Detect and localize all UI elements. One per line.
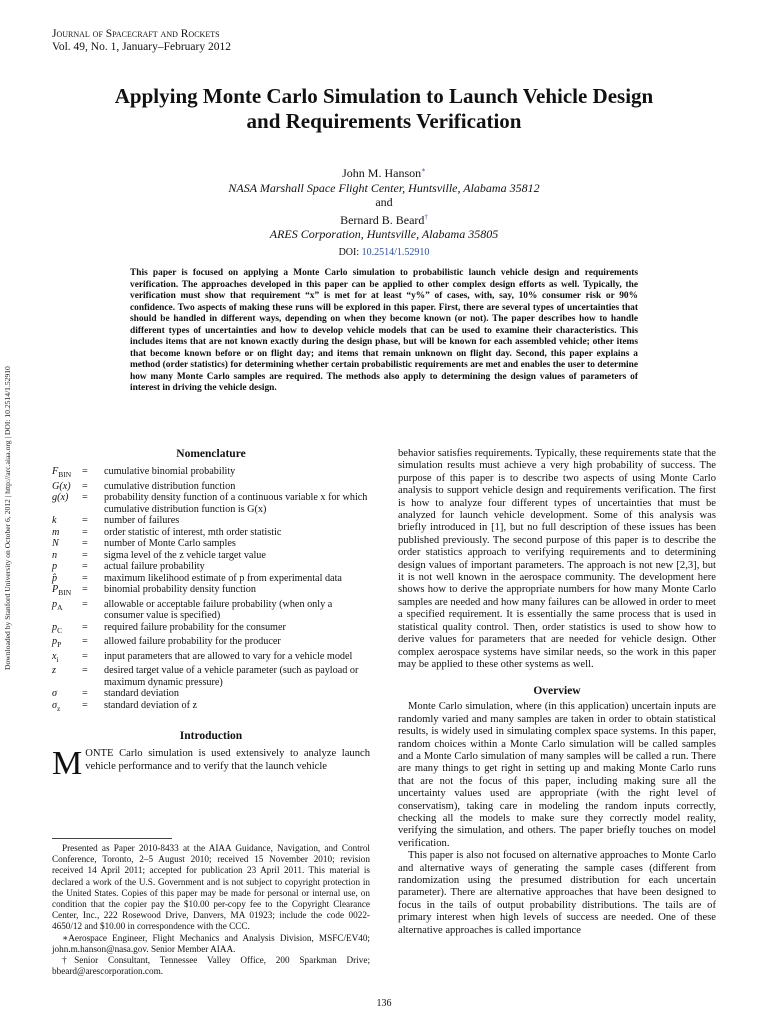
abstract: This paper is focused on applying a Monte Carlo simulation to probabilistic launch vehicle design and requirements verification. The approaches developed in this paper can be applied to other complex design efforts as well. Typically, the verification must show that requirement “x” is met for at least “y%” of cases, with, say, 10% consumer risk or 90% confidence. Two aspects of making these runs will be explored in this paper. First, there are several types of uncertainties that should be handled in different ways, depending on when they become known (or not). The paper describes how to handle different types of uncertainties and how to develop vehicle models that can be used to examine their characteristics. This includes items that are not known exactly during the design phase, but will be known for each assembled vehicle; other items that become known before or on flight day; and items that remain unknown on flight day. Second, this paper explains a method (order statistics) for determining whether certain probabilistic requirements are met and enables the user to determine how many Monte Carlo samples are required. The methods also apply to determining the design values of parameters of interest in driving the vehicle design. — [130, 268, 638, 393]
nomenclature-definition: order statistic of interest, mth order statistic — [104, 526, 282, 538]
author-2-name: Bernard B. Beard — [340, 212, 425, 227]
nomenclature-symbol: p̂ — [52, 572, 58, 584]
nomenclature-symbol: σ — [52, 688, 58, 700]
nomenclature-definition: allowed failure probability for the producer — [104, 636, 281, 648]
nomenclature-symbol: $p_A$ — [52, 598, 63, 612]
nomenclature-definition: number of Monte Carlo samples — [104, 538, 236, 550]
nomenclature-equals: = — [82, 584, 88, 596]
overview-paragraph-1: Monte Carlo simulation, where (in this application) uncertain inputs are randomly varied and many samples are taken in order to obtain statistical results, is widely used in simulating complex space systems. In this paper, random choices within a Monte Carlo simulation will be called samples and a Monte Carlo simulation of many samples will be called a run. There are many things to get right in setting up and making Monte Carlo runs that are not the focus of this paper, including making sure all the uncertainty values used are appropriate (with the right level of conservatism), taking care in modeling the random inputs correctly, checking all the models to make sure they correctly model reality, verifying the simulation, and others. The paper briefly touches on model verification. — [398, 701, 716, 849]
author-2-affiliation: ARES Corporation, Huntsville, Alabama 35805 — [269, 227, 499, 241]
nomenclature-symbol: m — [52, 526, 60, 538]
nomenclature-symbol: z — [52, 665, 56, 677]
nomenclature-row — [52, 665, 370, 688]
right-column — [398, 448, 716, 937]
nomenclature-row — [52, 651, 370, 666]
doi-label: DOI: — [338, 246, 362, 258]
footnotes — [52, 838, 370, 977]
title-line-1: Applying Monte Carlo Simulation to Launch Vehicle Design — [114, 84, 654, 108]
nomenclature-equals: = — [82, 621, 88, 633]
introduction-heading: Introduction — [179, 730, 243, 743]
footnote-author-1: ∗Aerospace Engineer, Flight Mechanics and Analysis Division, MSFC/EV40; john.m.hanson@nasa.gov. Senior Member AIAA. — [52, 932, 370, 954]
nomenclature-equals: = — [82, 598, 88, 610]
footnote-author-2: †Senior Consultant, Tennessee Valley Office, 200 Sparkman Drive; bbeard@arescorporation.com. — [52, 955, 370, 977]
nomenclature-row — [52, 573, 370, 585]
nomenclature-equals: = — [82, 538, 88, 550]
nomenclature-row — [52, 527, 370, 539]
nomenclature-row — [52, 688, 370, 700]
nomenclature-definition: input parameters that are allowed to vary for a vehicle model — [104, 650, 353, 662]
nomenclature-row — [52, 700, 370, 715]
download-sidebar-text: Downloaded by Stanford University on October 6, 2012 | http://arc.aiaa.org | DOI: 10.2514/1.52910 — [3, 366, 12, 670]
nomenclature-symbol: p — [52, 561, 58, 573]
nomenclature-definition: desired target value of a vehicle parameter (such as payload or maximum dynamic pressure) — [104, 665, 359, 688]
nomenclature-definition: sigma level of the z vehicle target value — [104, 549, 266, 561]
author-block — [40, 163, 728, 260]
introduction-text: ONTE Carlo simulation is used extensively to analyze launch vehicle performance and to verify that the launch vehicle — [85, 748, 370, 772]
author-1-footnote-link[interactable]: ∗ — [421, 166, 426, 174]
nomenclature-row — [52, 584, 370, 599]
nomenclature-heading: Nomenclature — [176, 448, 246, 460]
author-2-footnote-link[interactable]: † — [424, 212, 428, 221]
nomenclature-symbol: $p_C$ — [52, 621, 63, 635]
page-number: 136 — [376, 998, 392, 1009]
nomenclature-symbol: $F_{BIN}$ — [52, 466, 72, 480]
right-paragraph-1: behavior satisfies requirements. Typically, these requirements state that the simulation results must achieve a very high probability of success. The purpose of this paper is to describe two aspects of using Monte Carlo analysis to support vehicle design and requirements verification. The first is how to analyze four different types of uncertainties that must be analyzed for launch vehicle development. Some of this analysis was briefly introduced in [1], but no full description of these issues has been published previously. The second purpose of this paper is to describe the order statistics approach to verifying requirements and to determining design values of important parameters. The approach is not new [2,3], but it is not well known in the aerospace community. The development here shows how to derive the appropriate numbers for how many Monte Carlo samples are needed and how many failures can be allowed in order to meet a specified requirement. It is essentially the same process that is used in statistical quality control. Then, order statistics is used to show how to derive values for parameters that are needed for vehicle design. Other complex aerospace systems have similar needs, so the work in this paper may be applied to these other systems as well. — [398, 448, 716, 670]
journal-issue: Vol. 49, No. 1, January–February 2012 — [52, 41, 231, 53]
nomenclature-equals: = — [82, 699, 88, 711]
nomenclature-equals: = — [82, 665, 88, 677]
nomenclature-symbol: $p_P$ — [52, 636, 62, 650]
nomenclature-equals: = — [82, 515, 88, 527]
nomenclature-row — [52, 561, 370, 573]
nomenclature-definition: actual failure probability — [104, 561, 205, 573]
footnote-received: Presented as Paper 2010-8433 at the AIAA Guidance, Navigation, and Control Conference, Toronto, 2–5 August 2010; received 15 November 2010; revision received 14 April 2011; accepted for publication 23 April 2011. This material is declared a work of the U.S. Government and is not subject to copyright protection in the United States. Copies of this paper may be made for personal or internal use, on condition that the copier pay the $10.00 per-copy fee to the Copyright Clearance Center, Inc., 222 Rosewood Drive, Danvers, MA 01923; include the code 0022-4650/12 and $10.00 in correspondence with the CCC. — [52, 843, 370, 932]
nomenclature-row — [52, 599, 370, 622]
nomenclature-row — [52, 550, 370, 562]
paper-title — [40, 84, 728, 134]
nomenclature-equals: = — [82, 466, 88, 477]
nomenclature-symbol: $x_i$ — [52, 650, 59, 664]
nomenclature-symbol: $P_{BIN}$ — [52, 584, 72, 598]
nomenclature-table — [52, 466, 370, 714]
dropcap-letter: M — [52, 745, 83, 783]
doi-line — [40, 246, 728, 261]
nomenclature-definition: probability density function of a continuous variable x for which cumulative distribution function is G(x) — [104, 492, 368, 515]
nomenclature-equals: = — [82, 526, 88, 538]
nomenclature-row — [52, 515, 370, 527]
nomenclature-definition: number of failures — [104, 515, 180, 527]
left-column — [52, 448, 370, 783]
nomenclature-definition: allowable or acceptable failure probability (when only a consumer value is specified) — [104, 598, 333, 622]
introduction-paragraph — [52, 745, 370, 783]
nomenclature-row — [52, 481, 370, 493]
nomenclature-equals: = — [82, 572, 88, 584]
title-line-2: and Requirements Verification — [246, 109, 522, 133]
nomenclature-equals: = — [82, 492, 88, 504]
nomenclature-definition: cumulative distribution function — [104, 480, 236, 492]
download-sidebar — [0, 330, 14, 690]
author-1-affiliation: NASA Marshall Space Flight Center, Huntsville, Alabama 35812 — [228, 180, 540, 195]
nomenclature-row — [52, 466, 370, 481]
footnote-rule — [52, 838, 172, 839]
nomenclature-symbol: k — [52, 515, 57, 527]
and-separator: and — [375, 195, 393, 209]
nomenclature-row — [52, 538, 370, 550]
nomenclature-symbol: g(x) — [52, 492, 69, 504]
overview-heading: Overview — [533, 685, 581, 698]
nomenclature-equals: = — [82, 650, 88, 662]
nomenclature-definition: binomial probability density function — [104, 584, 256, 596]
nomenclature-equals: = — [82, 636, 88, 648]
journal-name: Journal of Spacecraft and Rockets — [52, 28, 220, 40]
nomenclature-equals: = — [82, 549, 88, 561]
overview-paragraph-2: This paper is also not focused on alternative approaches to Monte Carlo and alternative ways of generating the sample cases (different from randomization using the presumed distribution for each uncertain parameter). There are alternative approaches that have been designed to focus in the tails of output probability distributions. The tails are of primary interest when high levels of success are needed. One of these alternative approaches is called importance — [398, 850, 716, 936]
nomenclature-symbol: $\sigma_z$ — [52, 699, 61, 713]
nomenclature-row — [52, 492, 370, 515]
nomenclature-definition: standard deviation of z — [104, 699, 198, 711]
nomenclature-definition: standard deviation — [104, 688, 179, 700]
nomenclature-equals: = — [82, 561, 88, 573]
journal-header — [52, 28, 231, 54]
nomenclature-equals: = — [82, 480, 88, 492]
nomenclature-row — [52, 622, 370, 637]
doi-link[interactable]: 10.2514/1.52910 — [361, 246, 430, 258]
nomenclature-symbol: N — [52, 538, 59, 550]
nomenclature-equals: = — [82, 688, 88, 700]
nomenclature-symbol: n — [52, 549, 58, 561]
nomenclature-row — [52, 636, 370, 651]
nomenclature-definition: cumulative binomial probability — [104, 466, 236, 477]
nomenclature-definition: maximum likelihood estimate of p from experimental data — [104, 572, 342, 584]
nomenclature-symbol: G(x) — [52, 480, 71, 492]
author-1-name: John M. Hanson — [342, 166, 422, 180]
nomenclature-definition: required failure probability for the consumer — [104, 621, 286, 633]
